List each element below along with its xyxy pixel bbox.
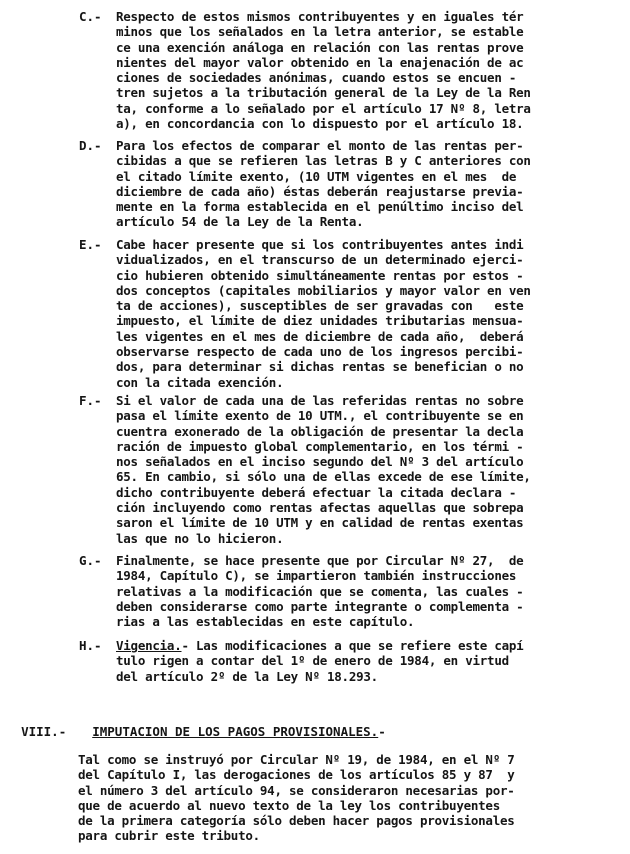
text-line: dicho contribuyente deberá efectuar la citada declara - xyxy=(116,484,517,500)
section-d-marker: D.- xyxy=(79,138,102,153)
text-line: vidualizados, en el transcurso de un determinado ejerci- xyxy=(116,252,524,268)
text-line: Para los efectos de comparar el monto de las rentas per- xyxy=(116,138,524,153)
text-line: saron el límite de 10 UTM y en calidad de rentas exentas xyxy=(116,515,524,531)
section-c-marker: C.- xyxy=(79,9,102,24)
section-e-marker: E.- xyxy=(79,237,102,252)
text-line: del artículo 2º de la Ley Nº 18.293. xyxy=(116,668,378,684)
vigencia-label: Vigencia. xyxy=(116,638,182,653)
text-line: ciones de sociedades anónimas, cuando estos se encuen - xyxy=(116,70,517,86)
section-h-marker: H.- xyxy=(79,638,102,653)
text-line: el número 3 del artículo 94, se consideraron necesarias por- xyxy=(78,782,515,798)
section-e-text xyxy=(116,237,531,390)
text-line: impuesto, el límite de diez unidades tributarias mensua- xyxy=(116,313,524,329)
text-line: Respecto de estos mismos contribuyentes y en iguales tér xyxy=(116,9,524,24)
text-line: Finalmente, se hace presente que por Circular Nº 27, de xyxy=(116,553,524,568)
text-line: Si el valor de cada una de las referidas rentas no sobre xyxy=(116,393,524,408)
text-line: nientes del mayor valor obtenido en la enajenación de ac xyxy=(116,54,524,70)
text-line: ción incluyendo como rentas afectas aquellas que sobrepa xyxy=(116,500,524,516)
chapter-marker: VIII.- xyxy=(21,724,67,739)
section-c-text xyxy=(116,9,531,131)
section-g-marker: G.- xyxy=(79,553,102,568)
text-line: dos, para determinar si dichas rentas se benefician o no xyxy=(116,359,524,375)
text-line: ta de acciones), susceptibles de ser gravadas con este xyxy=(116,298,524,314)
section-f-text xyxy=(116,393,531,546)
text-line: mente en la forma establecida en el penúltimo inciso del xyxy=(116,199,524,215)
text-line: tren sujetos a la tributación general de la Ley de la Ren xyxy=(116,85,531,101)
text-line: que de acuerdo al nuevo texto de la ley los contribuyentes xyxy=(78,797,500,813)
text-line: el citado límite exento, (10 UTM vigentes en el mes de xyxy=(116,168,517,184)
chapter-heading xyxy=(6,709,386,739)
text-line: a), en concordancia con lo dispuesto por el artículo 18. xyxy=(116,116,524,132)
text-line: nos señalados en el inciso segundo del Nº 3 del artículo xyxy=(116,454,524,470)
text-line: diciembre de cada año) éstas deberán reajustarse previa- xyxy=(116,183,524,199)
text-line: Tal como se instruyó por Circular Nº 19, de 1984, en el Nº 7 xyxy=(78,752,515,767)
text-line: ta, conforme a lo señalado por el artículo 17 Nº 8, letra xyxy=(116,100,531,116)
text-line: dos conceptos (capitales mobiliarios y mayor valor en ven xyxy=(116,282,531,298)
text-line: les vigentes en el mes de diciembre de cada año, deberá xyxy=(116,328,524,344)
text-line: observarse respecto de cada uno de los ingresos percibi- xyxy=(116,344,524,360)
text-line: del Capítulo I, las derogaciones de los artículos 85 y 87 y xyxy=(78,767,515,783)
text-line: de la primera categoría sólo deben hacer pagos provisionales xyxy=(78,813,515,829)
text-line: tulo rigen a contar del 1º de enero de 1984, en virtud xyxy=(116,653,509,669)
text-line: las que no lo hicieron. xyxy=(116,530,284,546)
section-f-marker: F.- xyxy=(79,393,102,408)
text-line: con la citada exención. xyxy=(116,374,284,390)
text-line: 65. En cambio, si sólo una de ellas excede de ese límite, xyxy=(116,469,531,485)
section-h-text xyxy=(116,638,523,684)
text-line: pasa el límite exento de 10 UTM., el contribuyente se en xyxy=(116,408,524,424)
text-line: rias a las establecidas en este capítulo. xyxy=(116,614,415,630)
section-d-text xyxy=(116,138,531,230)
chapter-title: IMPUTACION DE LOS PAGOS PROVISIONALES. xyxy=(92,724,379,739)
text-line: deben considerarse como parte integrante o complementa - xyxy=(116,598,524,614)
text-line: para cubrir este tributo. xyxy=(78,828,260,844)
text-line: cio hubieren obtenido simultáneamente rentas por estos - xyxy=(116,267,524,283)
text-line: ce una exención análoga en relación con las rentas prove xyxy=(116,39,524,55)
text-line: minos que los señalados en la letra anterior, se estable xyxy=(116,24,524,40)
text-line: cuentra exonerado de la obligación de presentar la decla xyxy=(116,423,524,439)
vigencia-text: - Las modificaciones a que se refiere este capí xyxy=(181,638,524,653)
text-line: cibidas a que se refieren las letras B y C anteriores con xyxy=(116,153,531,169)
text-line: artículo 54 de la Ley de la Renta. xyxy=(116,214,364,230)
chapter-title-suffix: - xyxy=(378,724,386,739)
text-line xyxy=(116,638,523,653)
text-line: ración de impuesto global complementario, en los térmi - xyxy=(116,438,524,454)
text-line: relativas a la modificación que se comenta, las cuales - xyxy=(116,583,524,599)
text-line: 1984, Capítulo C), se impartieron también instrucciones xyxy=(116,568,517,584)
text-line: Cabe hacer presente que si los contribuyentes antes indi xyxy=(116,237,524,252)
section-g-text xyxy=(116,553,523,629)
closing-paragraph xyxy=(78,752,515,844)
